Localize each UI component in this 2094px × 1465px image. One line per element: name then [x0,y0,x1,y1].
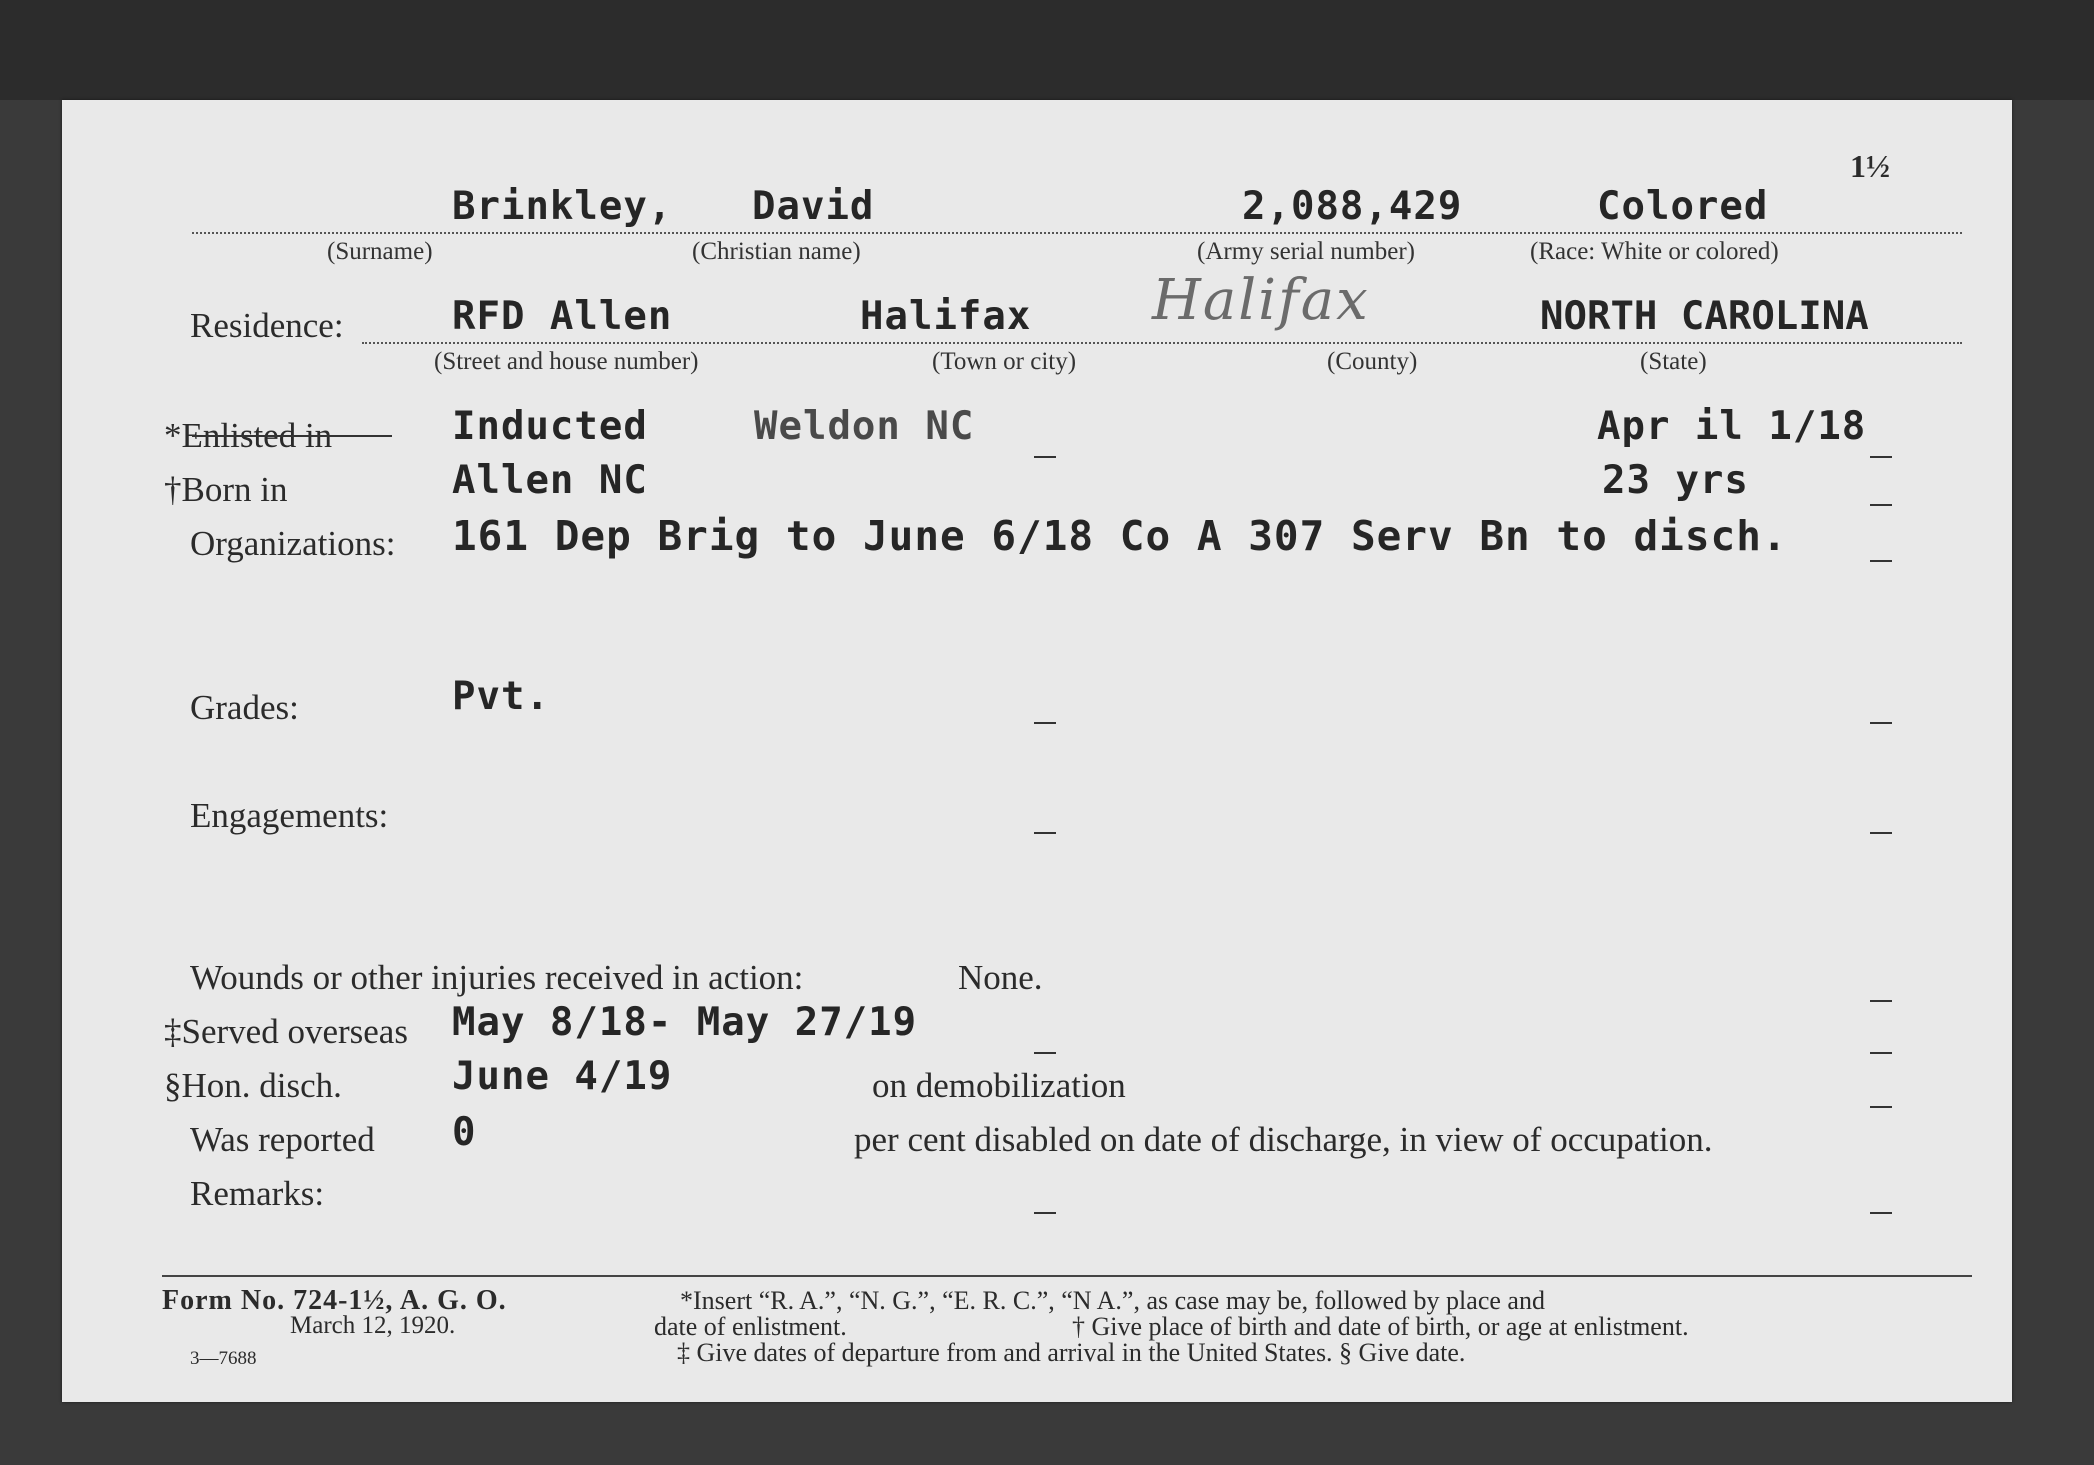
overseas-mid-dash [1034,1052,1056,1054]
organizations-value: 161 Dep Brig to June 6/18 Co A 307 Serv Bn to disch. [452,512,1788,560]
engagements-mid-dash [1034,832,1056,834]
card-corner-number: 1½ [1850,148,1890,184]
grades-value: Pvt. [452,674,550,719]
enlisted-end-dash [1870,456,1892,458]
residence-street-value: RFD Allen [452,294,673,339]
form-date: March 12, 1920. [290,1312,456,1339]
footnote-line-1: *Insert “R. A.”, “N. G.”, “E. R. C.”, “N A.”, as case may be, followed by place and [680,1286,1545,1315]
born-in-label: †Born in [164,470,288,509]
discharge-note: on demobilization [872,1066,1126,1105]
enlisted-strike-through [192,435,392,437]
residence-town-value: Halifax [860,294,1032,339]
residence-dotted-line [362,342,1962,344]
born-age-value: 23 yrs [1602,458,1749,503]
town-caption: (Town or city) [932,348,1077,375]
residence-county-handwritten: Halifax [1152,268,1370,333]
engagements-label: Engagements: [190,796,389,835]
form-number: Form No. 724-1½, A. G. O. [162,1285,507,1316]
print-code: 3—7688 [190,1348,257,1369]
served-overseas-label: ‡Served overseas [164,1012,408,1051]
overseas-end-dash [1870,1052,1892,1054]
army-serial-number-caption: (Army serial number) [1197,238,1415,265]
remarks-end-dash [1870,1212,1892,1214]
grades-label: Grades: [190,688,299,727]
grades-end-dash [1870,722,1892,724]
surname-caption: (Surname) [327,238,433,265]
was-reported-value: 0 [452,1110,477,1155]
organizations-label: Organizations: [190,524,396,563]
christian-name-value: David [752,184,875,229]
born-in-value: Allen NC [452,458,648,503]
residence-state-value: NORTH CAROLINA [1540,294,1869,339]
grades-mid-dash [1034,722,1056,724]
surname-value: Brinkley, [452,184,673,229]
wounds-value: None. [958,958,1043,997]
footnote-line-3: ‡ Give dates of departure from and arrival in the United States. § Give date. [677,1338,1466,1367]
footnote-line-2b: † Give place of birth and date of birth, or age at enlistment. [1072,1312,1689,1341]
served-overseas-value: May 8/18- May 27/19 [452,1000,918,1045]
race-caption: (Race: White or colored) [1530,238,1779,265]
name-dotted-line [192,232,1962,234]
organizations-end-dash [1870,560,1892,562]
enlisted-place-value: Weldon NC [754,404,975,449]
street-caption: (Street and house number) [434,348,699,375]
footer-rule [162,1275,1972,1277]
service-record-card [62,100,2012,1402]
state-caption: (State) [1640,348,1707,375]
remarks-mid-dash [1034,1212,1056,1214]
race-value: Colored [1597,184,1769,229]
scan-background-top [0,0,2094,100]
county-caption: (County) [1327,348,1418,375]
remarks-label: Remarks: [190,1174,325,1213]
enlisted-value: Inducted [452,404,648,449]
army-serial-number-value: 2,088,429 [1242,184,1463,229]
enlisted-date-value: Apr il 1/18 [1597,404,1867,449]
christian-name-caption: (Christian name) [692,238,861,265]
enlisted-in-label: *Enlisted in [164,416,333,455]
was-reported-label: Was reported [190,1120,375,1159]
honorable-discharge-label: §Hon. disch. [164,1066,342,1105]
footnote-line-2a: date of enlistment. [654,1312,847,1341]
wounds-end-dash [1870,1000,1892,1002]
enlisted-mid-dash [1034,456,1056,458]
born-end-dash [1870,504,1892,506]
discharge-end-dash [1870,1106,1892,1108]
wounds-label: Wounds or other injuries received in action: [190,958,804,997]
disability-text: per cent disabled on date of discharge, in view of occupation. [854,1120,1713,1159]
honorable-discharge-value: June 4/19 [452,1054,673,1099]
residence-label: Residence: [190,306,344,345]
engagements-end-dash [1870,832,1892,834]
